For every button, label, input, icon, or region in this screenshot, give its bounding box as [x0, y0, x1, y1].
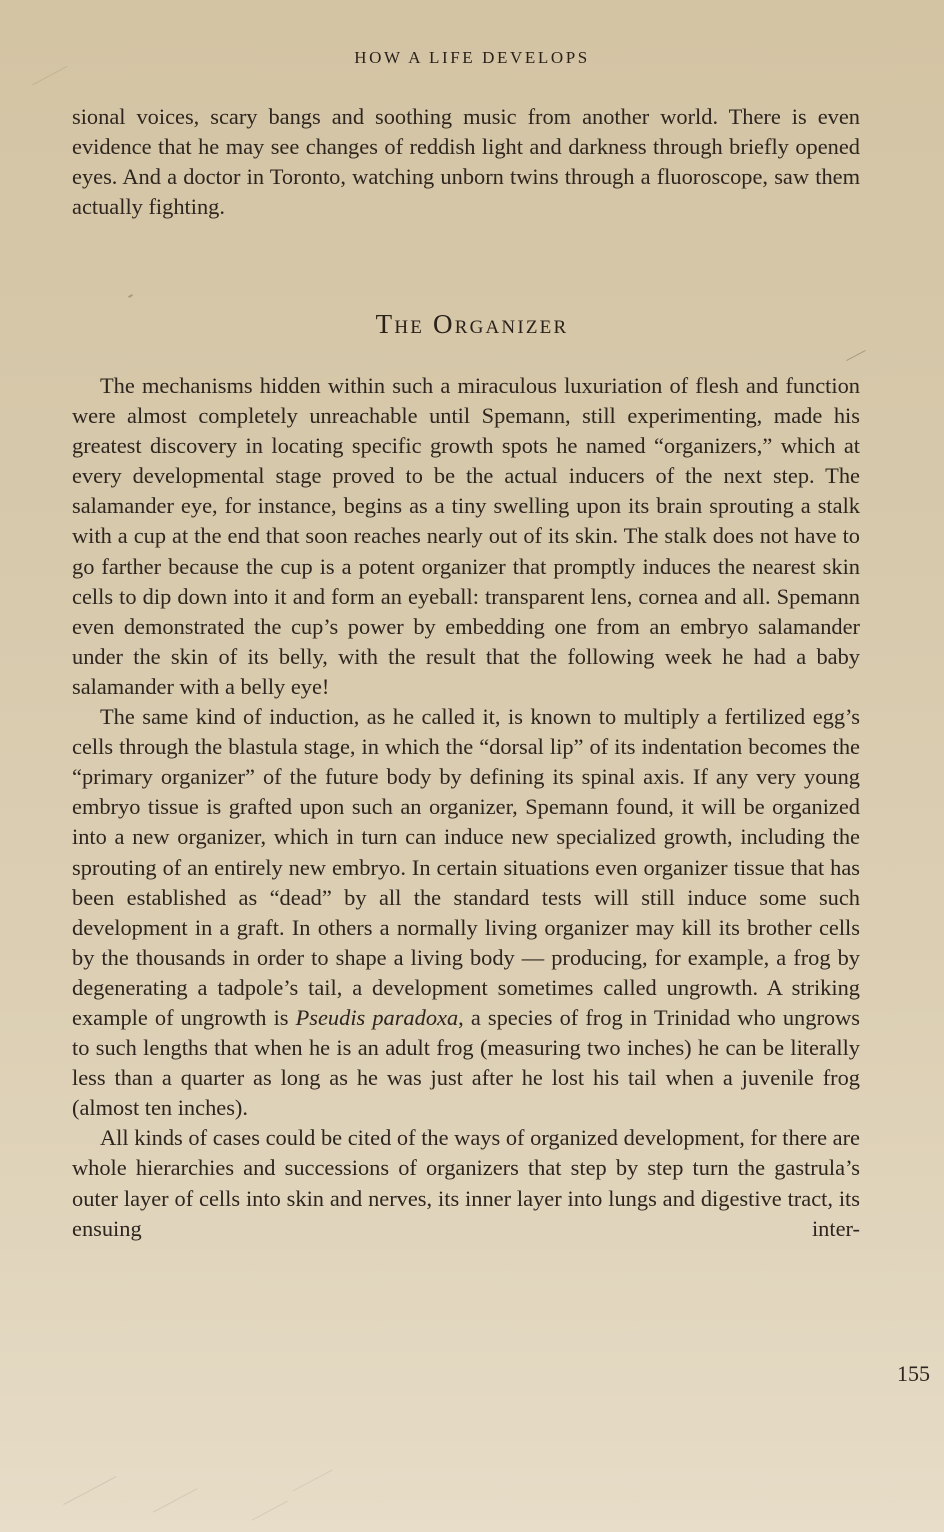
paragraph-1: The mechanisms hidden within such a miraculous luxuriation of flesh and function were almost completely unreachable until Spemann, still experimenting, made his greatest discovery in locating specific growth spots he named “organizers,” which at every developmental stage proved to be the actual inducers of the next step. The salamander eye, for instance, begins as a tiny swelling upon its brain sprouting a stalk with a cup at the end that soon reaches nearly out of its skin. The stalk does not have to go farther because the cup is a potent organizer that promptly induces the nearest skin cells to dip down into it and form an eyeball: transparent lens, cornea and all. Spemann even demonstrated the cup’s power by embedding one from an embryo salamander under the skin of its belly, with the result that the following week he had a baby salamander with a belly eye! — [72, 373, 860, 699]
paper-speck — [63, 1476, 116, 1505]
paper-speck — [252, 1501, 288, 1521]
paper-speck — [32, 66, 68, 86]
continued-paragraph: sional voices, scary bangs and soothing music from another world. There is even evidence that he may see changes of reddish light and darkness through briefly opened eyes. And a doctor in Toronto, watching unborn twins through a fluoroscope, saw them actually fighting. — [72, 104, 860, 220]
paper-speck — [292, 1469, 332, 1491]
running-head: HOW A LIFE DEVELOPS — [354, 48, 590, 67]
paper-speck — [846, 350, 866, 361]
paragraph-2-text-a: The same kind of induction, as he called it, is known to multiply a fertilized egg’s cells through the blastula stage, in which the “dorsal lip” of its indentation becomes the “primary organizer” of the future body by defining its spinal axis. If any very young embryo tissue is grafted upon such an organizer, Spemann found, it will be organized into a new organizer, which in turn can induce new specialized growth, including the sprouting of an entirely new embryo. In certain situations even organizer tissue that has been established as “dead” by all the standard tests will still induce some such development in a graft. In others a normally living organizer may kill its brother cells by the thousands in order to shape a living body — producing, for example, a frog by degenerating a tadpole’s tail, a development sometimes called ungrowth. A striking example of ungrowth is — [72, 704, 860, 1030]
continued-text-block — [72, 102, 860, 222]
paragraph-2-text-b: , a species of frog in Trinidad who ungrows to such lengths that when he is an adult frog (measuring two inches) he can be literally less than a quarter as long as he was just after he lost his tail when a juvenile frog (almost ten inches). — [72, 1004, 860, 1121]
paragraph-3: All kinds of cases could be cited of the ways of organized development, for there are whole hierarchies and successions of organizers that step by step turn the gastrula’s outer layer of cells into skin and nerves, its inner layer into lungs and digestive tract, its ensuing inter- — [72, 1125, 860, 1241]
species-name: Pseudis paradoxa — [295, 1004, 459, 1030]
page-number: 155 — [897, 1361, 930, 1386]
paper-speck — [153, 1488, 198, 1512]
section-body — [72, 371, 860, 1244]
paper-speck — [128, 294, 133, 298]
paragraph-2 — [72, 702, 860, 1123]
section-title: The Organizer — [375, 309, 569, 339]
